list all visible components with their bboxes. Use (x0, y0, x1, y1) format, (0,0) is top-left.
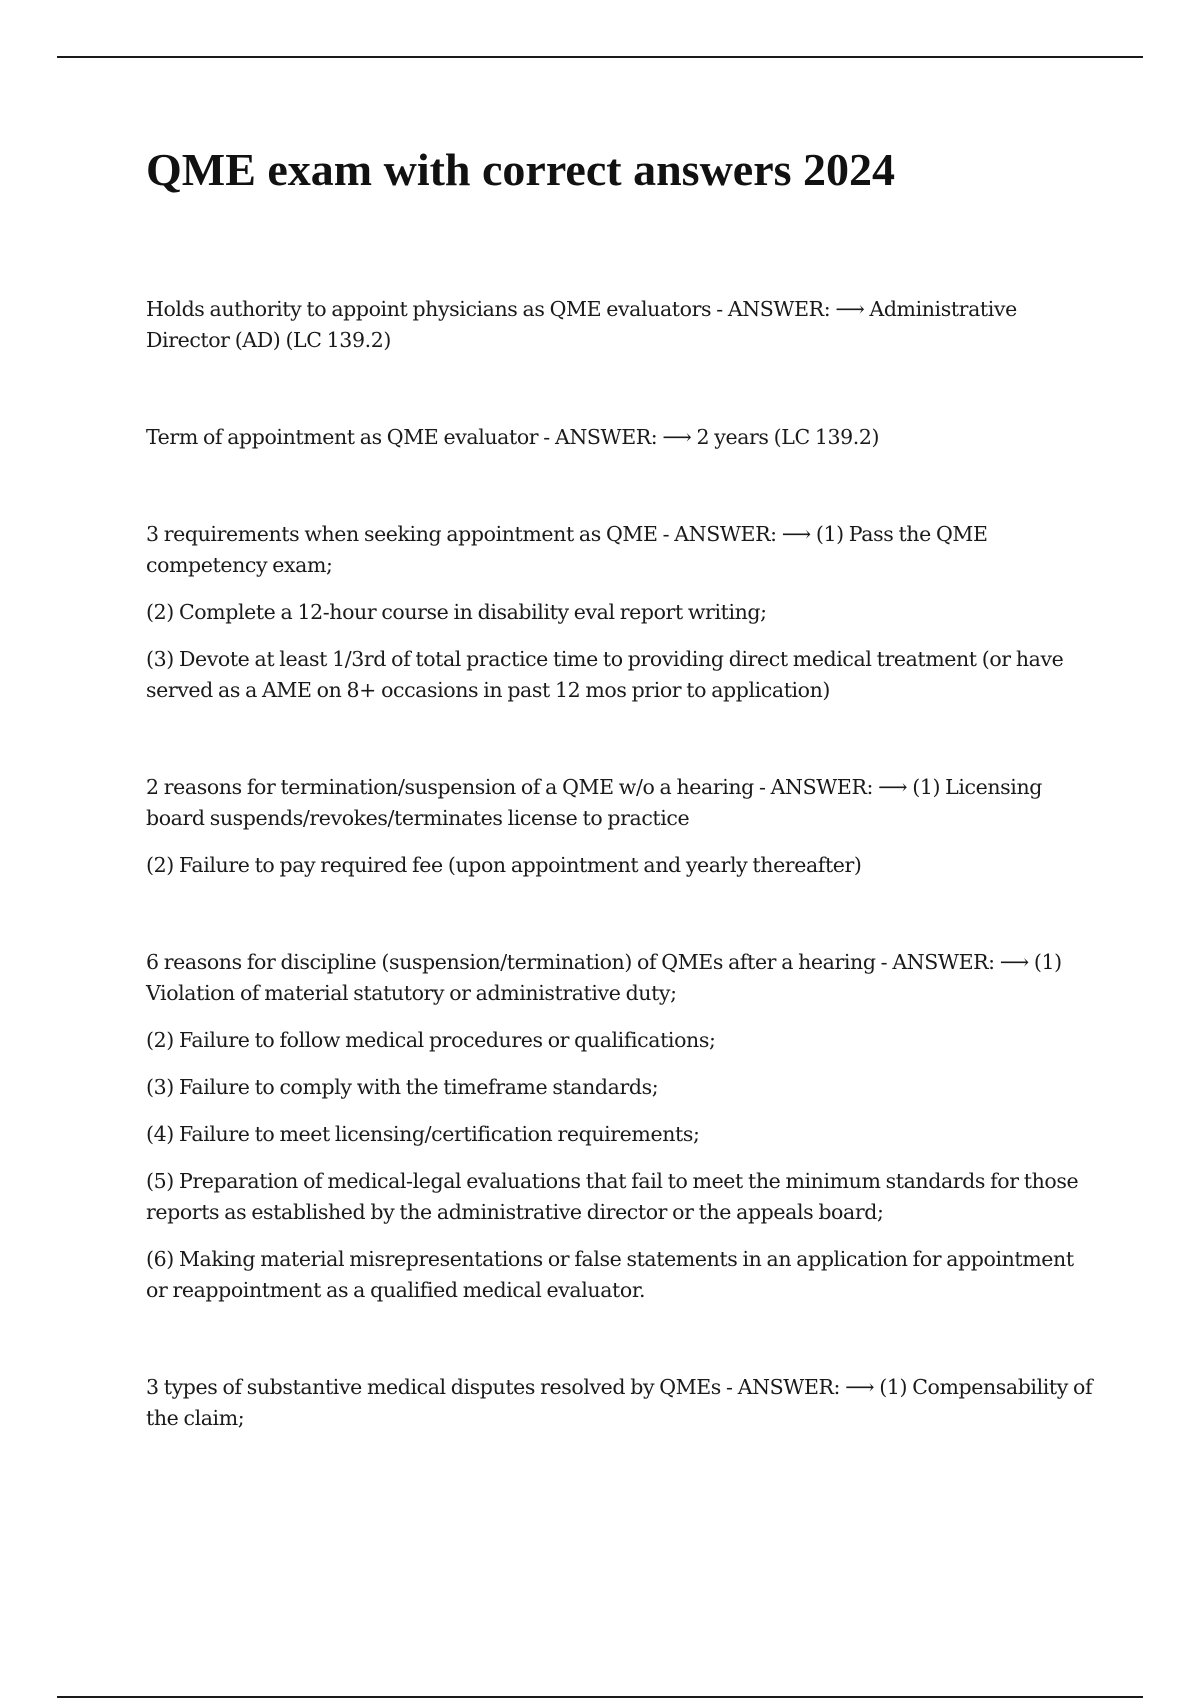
qa-item (146, 772, 1096, 881)
qa-paragraph: 3 types of substantive medical disputes resolved by QMEs - ANSWER: ⟶ (1) Compensability of the claim; (146, 1375, 1093, 1430)
qa-paragraph: 2 reasons for termination/suspension of a QME w/o a hearing - ANSWER: ⟶ (1) Licensing board suspends/revokes/terminates license to practice (146, 775, 1042, 830)
qa-paragraph: Term of appointment as QME evaluator - ANSWER: ⟶ 2 years (LC 139.2) (146, 425, 880, 449)
qa-paragraph: 3 requirements when seeking appointment as QME - ANSWER: ⟶ (1) Pass the QME competency exam; (146, 522, 988, 577)
qa-paragraph: 6 reasons for discipline (suspension/termination) of QMEs after a hearing - ANSWER: ⟶ (1) Violation of material statutory or administrative duty; (146, 950, 1062, 1005)
qa-paragraph: (3) Failure to comply with the timeframe standards; (146, 1075, 659, 1099)
qa-item (146, 422, 1096, 453)
qa-item (146, 947, 1096, 1306)
qa-paragraph: (2) Failure to pay required fee (upon appointment and yearly thereafter) (146, 853, 862, 877)
qa-paragraph: (4) Failure to meet licensing/certification requirements; (146, 1122, 700, 1146)
qa-paragraph: (3) Devote at least 1/3rd of total practice time to providing direct medical treatment (or have served as a AME on 8+ occasions in past 12 mos prior to application) (146, 647, 1064, 702)
document-title: QME exam with correct answers 2024 (146, 144, 896, 195)
qa-item (146, 519, 1096, 706)
qa-paragraph: (2) Complete a 12-hour course in disability eval report writing; (146, 600, 767, 624)
bottom-rule (57, 1696, 1143, 1698)
qa-item (146, 1372, 1096, 1434)
qa-item (146, 294, 1096, 356)
document-page (146, 140, 1096, 1500)
qa-list (146, 294, 1096, 1434)
qa-paragraph: Holds authority to appoint physicians as QME evaluators - ANSWER: ⟶ Administrative Director (AD) (LC 139.2) (146, 297, 1017, 352)
qa-paragraph: (5) Preparation of medical-legal evaluations that fail to meet the minimum standards for those reports as established by the administrative director or the appeals board; (146, 1169, 1079, 1224)
qa-paragraph: (2) Failure to follow medical procedures or qualifications; (146, 1028, 716, 1052)
qa-paragraph: (6) Making material misrepresentations or false statements in an application for appointment or reappointment as a qualified medical evaluator. (146, 1247, 1074, 1302)
top-rule (57, 56, 1143, 58)
